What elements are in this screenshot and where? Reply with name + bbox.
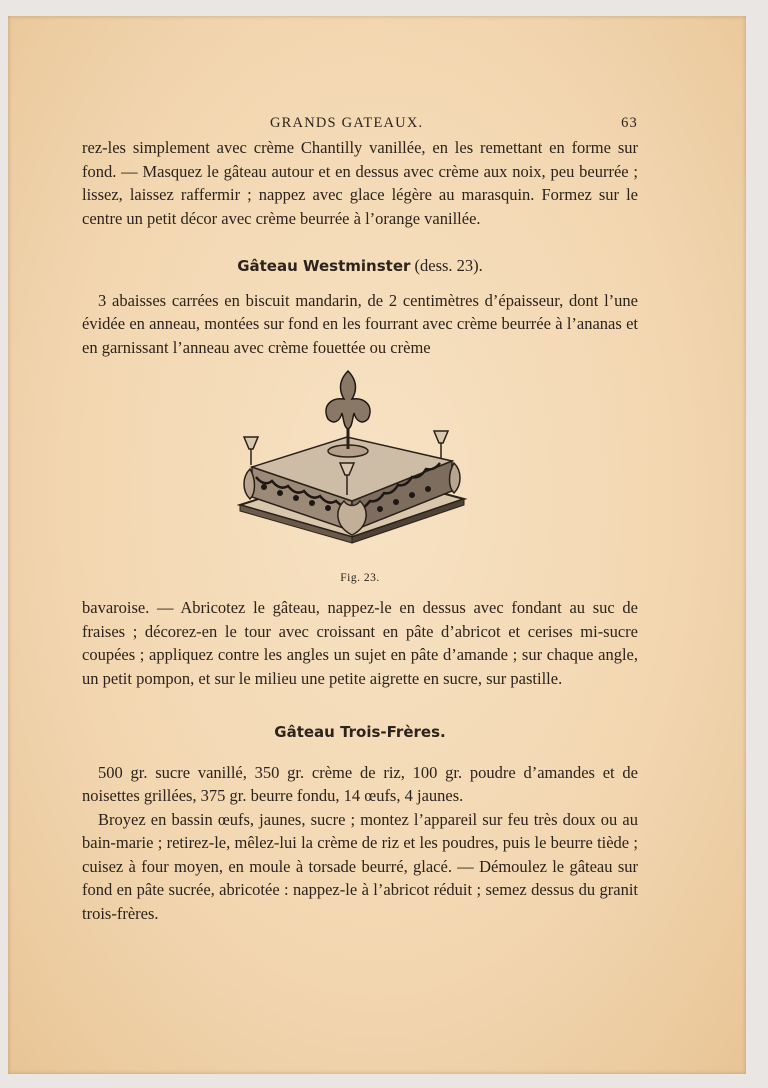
- intro-paragraph: rez-les simplement avec crème Chantilly vanillée, en les remettant en forme sur fond. — Masquez le gâteau autour et en dessus avec crème aux noix, peu beurrée ; lissez, laissez raffermir ; nappez avec glace légère au marasquin. Formez sur le centre un petit décor avec crème beurrée à l’orange vanillée.: [82, 138, 638, 228]
- recipe-trois-freres-heading: [82, 720, 638, 745]
- running-header: [82, 112, 638, 136]
- cake-engraving: [232, 365, 472, 545]
- figure-23: [82, 361, 638, 596]
- recipe-westminster-note: (dess. 23).: [414, 256, 483, 275]
- page-content: [82, 112, 638, 925]
- page-number: 63: [621, 115, 638, 131]
- recipe-trois-freres-title: Gâteau Trois-Frères.: [274, 723, 446, 741]
- corner-ornament-left: [244, 469, 255, 499]
- recipe-trois-freres-method: Broyez en bassin œufs, jaunes, sucre ; montez l’appareil sur feu très doux ou au bain-marie ; retirez-le, mêlez-lui la crème de riz et les poudres, puis le beurre tiède ; cuisez à four moyen, en moule à torsade beurré, glacé. — Démoulez le gâteau sur fond en pâte sucrée, abricotée : nappez-le à l’abricot réduit ; semez dessus du granit trois-frères.: [82, 809, 638, 923]
- recipe-westminster-paragraph-2: bavaroise. — Abricotez le gâteau, nappez-le en dessus avec fondant au suc de fraises ; décorez-en le tour avec croissant en pâte d’abricot et cerises mi-sucre coupées ; appliquez contre les angles un sujet en pâte d’amande ; sur chaque angle, un petit pompon, et sur le milieu une petite aigrette en sucre, sur pastille.: [82, 598, 638, 688]
- recipe-westminster-paragraph-1: 3 abaisses carrées en biscuit mandarin, de 2 centimètres d’épaisseur, dont l’une évidée en anneau, montées sur fond en les fourrant avec crème beurrée à l’ananas et en garnissant l’anneau avec crème fouettée ou crème: [82, 290, 638, 357]
- recipe-trois-freres-ingredients: 500 gr. sucre vanillé, 350 gr. crème de riz, 100 gr. poudre d’amandes et de noisettes grillées, 375 gr. beurre fondu, 14 œufs, 4 jaunes.: [82, 762, 638, 805]
- figure-caption: Fig. 23.: [340, 572, 380, 584]
- aigrette-plume: [326, 371, 370, 429]
- corner-ornament-right: [450, 463, 461, 493]
- recipe-westminster-title: Gâteau Westminster: [237, 257, 411, 275]
- recipe-westminster-heading: [82, 254, 638, 279]
- running-header-title: GRANDS GATEAUX.: [270, 115, 424, 131]
